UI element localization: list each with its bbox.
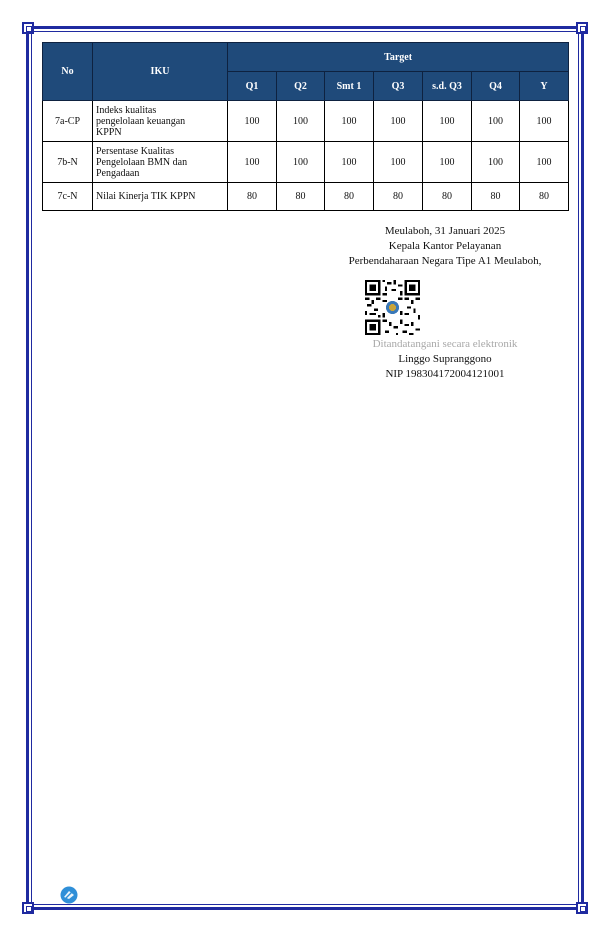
- iku-line: Pengadaan: [96, 167, 140, 179]
- target-value: 100: [277, 101, 325, 142]
- row-no: 7a-CP: [43, 101, 93, 142]
- border-corner-ornament: [22, 902, 34, 914]
- signer-title-line1: Kepala Kantor Pelayanan: [388, 240, 502, 252]
- target-value: 100: [277, 142, 325, 183]
- target-value: 80: [423, 183, 472, 211]
- border-corner-ornament: [22, 22, 34, 34]
- target-value: 80: [472, 183, 520, 211]
- header-period: s.d. Q3: [423, 72, 472, 101]
- signature-footer: [330, 337, 560, 382]
- header-period: Q2: [277, 72, 325, 101]
- iku-line: Persentase Kualitas: [96, 145, 175, 157]
- border-corner-ornament: [576, 22, 588, 34]
- header-no: No: [43, 43, 93, 101]
- target-value: 100: [228, 142, 277, 183]
- iku-target-table: [42, 42, 569, 211]
- iku-line: KPPN: [96, 126, 122, 138]
- target-value: 80: [520, 183, 569, 211]
- target-value: 100: [472, 101, 520, 142]
- header-period: Q1: [228, 72, 277, 101]
- header-period: Smt 1: [325, 72, 374, 101]
- target-value: 100: [423, 101, 472, 142]
- table-header-row: [43, 43, 569, 72]
- target-value: 100: [472, 142, 520, 183]
- qr-code-icon: [365, 280, 420, 335]
- place-date: Meulaboh, 31 Januari 2025: [384, 225, 506, 237]
- header-period: Q3: [374, 72, 423, 101]
- iku-line: Nilai Kinerja TIK KPPN: [96, 191, 196, 202]
- target-value: 100: [325, 101, 374, 142]
- target-value: 80: [228, 183, 277, 211]
- bsre-logo-icon: [60, 886, 78, 904]
- table-row: [43, 142, 569, 183]
- table-row: [43, 101, 569, 142]
- target-value: 100: [228, 101, 277, 142]
- electronic-sign-note: Ditandatangani secara elektronik: [372, 338, 518, 350]
- header-iku: IKU: [93, 43, 228, 101]
- target-value: 100: [520, 142, 569, 183]
- target-value: 100: [520, 101, 569, 142]
- target-value: 80: [325, 183, 374, 211]
- row-no: 7c-N: [43, 183, 93, 211]
- target-value: 100: [423, 142, 472, 183]
- row-no: 7b-N: [43, 142, 93, 183]
- header-target: Target: [228, 43, 569, 72]
- target-value: 80: [277, 183, 325, 211]
- target-value: 100: [374, 142, 423, 183]
- signature-header: [330, 224, 560, 269]
- row-iku: [93, 183, 228, 211]
- row-iku: [93, 142, 228, 183]
- iku-line: pengelolaan keuangan: [96, 115, 186, 127]
- iku-line: Indeks kualitas: [96, 104, 157, 116]
- target-value: 100: [374, 101, 423, 142]
- row-iku: [93, 101, 228, 142]
- signer-name: Linggo Supranggono: [398, 353, 492, 365]
- table-row: [43, 183, 569, 211]
- header-period: Q4: [472, 72, 520, 101]
- target-value: 100: [325, 142, 374, 183]
- signer-nip: NIP 198304172004121001: [385, 368, 505, 380]
- iku-line: Pengelolaan BMN dan: [96, 156, 188, 168]
- signer-title-line2: Perbendaharaan Negara Tipe A1 Meulaboh,: [348, 255, 542, 267]
- header-period: Y: [520, 72, 569, 101]
- border-corner-ornament: [576, 902, 588, 914]
- target-value: 80: [374, 183, 423, 211]
